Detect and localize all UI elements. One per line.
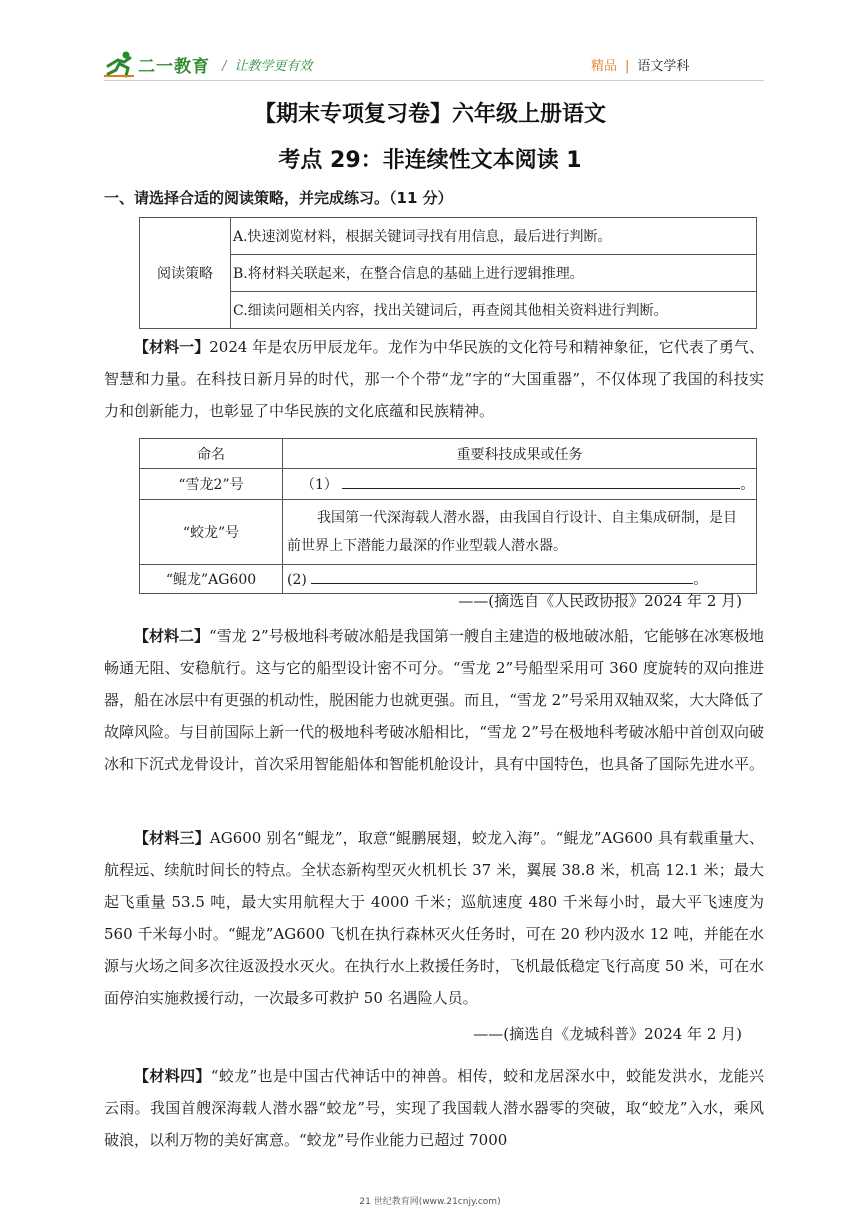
logo xyxy=(104,50,234,80)
header-divider xyxy=(104,80,764,81)
header-badge-group: 精品 | 语文学科 xyxy=(591,59,690,74)
strategy-label: 阅读策略 xyxy=(140,218,231,329)
answer-cell-1: （1） 。 xyxy=(283,469,757,500)
page-subtitle: 考点 29：非连续性文本阅读 1 xyxy=(278,148,582,173)
material-4-text: “蛟龙”也是中国古代神话中的神兽。相传，蛟和龙居深水中，蛟能发洪水，龙能兴云雨。我国首艘深海载人潜水器“蛟龙”号，实现了我国载人潜水器零的突破，取“蛟龙”入水，乘风破浪，以利万物的美好寓意。“蛟龙”号作业能力已超过 7000 xyxy=(104,1067,764,1149)
logo-text: 二一教育 xyxy=(138,57,210,77)
material-3-text: AG600 别名“鲲龙”，取意“鲲鹏展翅，蛟龙入海”。“鲲龙”AG600 具有载重量大、航程远、续航时间长的特点。全状态新构型灭火机机长 37 米，翼展 38.8 米，机高 12.1 米；最大起飞重量 53.5 吨，最大实用航程大于 4000 千米；巡航速度 480 千米每小时，最大平飞速度为 560 千米每小时。“鲲龙”AG600 飞机在执行森林灭火任务时，可在 20 秒内汲水 12 吨，并能在水源与火场之间多次往返汲投水灭火。在执行水上救援任务时，飞机最低稳定飞行高度 50 米，可在水面停泊实施救援行动，一次最多可救护 50 名遇险人员。 xyxy=(104,829,764,1007)
material-1 xyxy=(104,331,764,427)
col-header-name: 命名 xyxy=(140,439,283,469)
runner-logo-icon xyxy=(104,50,138,78)
page-title: 【期末专项复习卷】六年级上册语文 xyxy=(253,102,606,127)
slogan: / 让教学更有效 xyxy=(222,59,313,74)
slogan-text: 让教学更有效 xyxy=(234,59,313,74)
source-citation-2: ——(摘选自《龙城科普》2024 年 2 月) xyxy=(473,1025,742,1043)
strategy-option-a: A.快速浏览材料，根据关键词寻找有用信息，最后进行判断。 xyxy=(231,218,757,255)
source-citation-1: ——(摘选自《人民政协报》2024 年 2 月) xyxy=(458,592,742,610)
page-footer: 21 世纪教育网(www.21cnjy.com) xyxy=(359,1197,501,1207)
jiaolong-description: 我国第一代深海载人潜水器，由我国自行设计、自主集成研制，是目前世界上下潜能力最深的作业型载人潜水器。 xyxy=(283,500,757,565)
question-heading: 一、请选择合适的阅读策略，并完成练习。（11 分） xyxy=(104,189,453,207)
table-row xyxy=(140,469,757,500)
material-1-tag: 【材料一】 xyxy=(134,338,210,356)
material-1-text: 2024 年是农历甲辰龙年。龙作为中华民族的文化符号和精神象征，它代表了勇气、智慧和力量。在科技日新月异的时代，那一个个带“龙”字的“大国重器”，不仅体现了我国的科技实力和创新能力，也彰显了中华民族的文化底蕴和民族精神。 xyxy=(104,338,764,420)
answer-cell-2: (2) 。 xyxy=(283,565,757,594)
material-4 xyxy=(104,1060,764,1156)
table-row xyxy=(140,255,757,292)
row-name: “雪龙2”号 xyxy=(140,469,283,500)
material-2-tag: 【材料二】 xyxy=(134,627,210,645)
material-4-tag: 【材料四】 xyxy=(134,1067,211,1085)
row-name: “蛟龙”号 xyxy=(140,500,283,565)
strategy-table xyxy=(139,217,757,329)
subject-label: 语文学科 xyxy=(637,59,690,74)
table-header-row xyxy=(140,439,757,469)
material-3 xyxy=(104,822,764,1014)
material-2 xyxy=(104,620,764,780)
answer-blank-2[interactable] xyxy=(311,569,693,584)
tech-table xyxy=(139,438,757,594)
answer-blank-1[interactable] xyxy=(342,474,740,489)
table-row xyxy=(140,292,757,329)
col-header-achievement: 重要科技成果或任务 xyxy=(283,439,757,469)
material-3-tag: 【材料三】 xyxy=(134,829,210,847)
strategy-option-c: C.细读问题相关内容，找出关键词后，再查阅其他相关资料进行判断。 xyxy=(231,292,757,329)
table-row xyxy=(140,500,757,565)
quality-badge: 精品 xyxy=(591,59,618,74)
row-name: “鲲龙”AG600 xyxy=(140,565,283,594)
table-row xyxy=(140,218,757,255)
material-2-text: “雪龙 2”号极地科考破冰船是我国第一艘自主建造的极地破冰船，它能够在冰寒极地畅通无阻、安稳航行。这与它的船型设计密不可分。“雪龙 2”号船型采用可 360 度旋转的双向推进器，船在冰层中有更强的机动性，脱困能力也就更强。而且，“雪龙 2”号采用双轴双桨，大大降低了故障风险。与目前国际上新一代的极地科考破冰船相比，“雪龙 2”号在极地科考破冰船中首创双向破冰和下沉式龙骨设计，首次采用智能船体和智能机舱设计，具有中国特色，也具备了国际先进水平。 xyxy=(104,627,765,773)
strategy-option-b: B.将材料关联起来，在整合信息的基础上进行逻辑推理。 xyxy=(231,255,757,292)
